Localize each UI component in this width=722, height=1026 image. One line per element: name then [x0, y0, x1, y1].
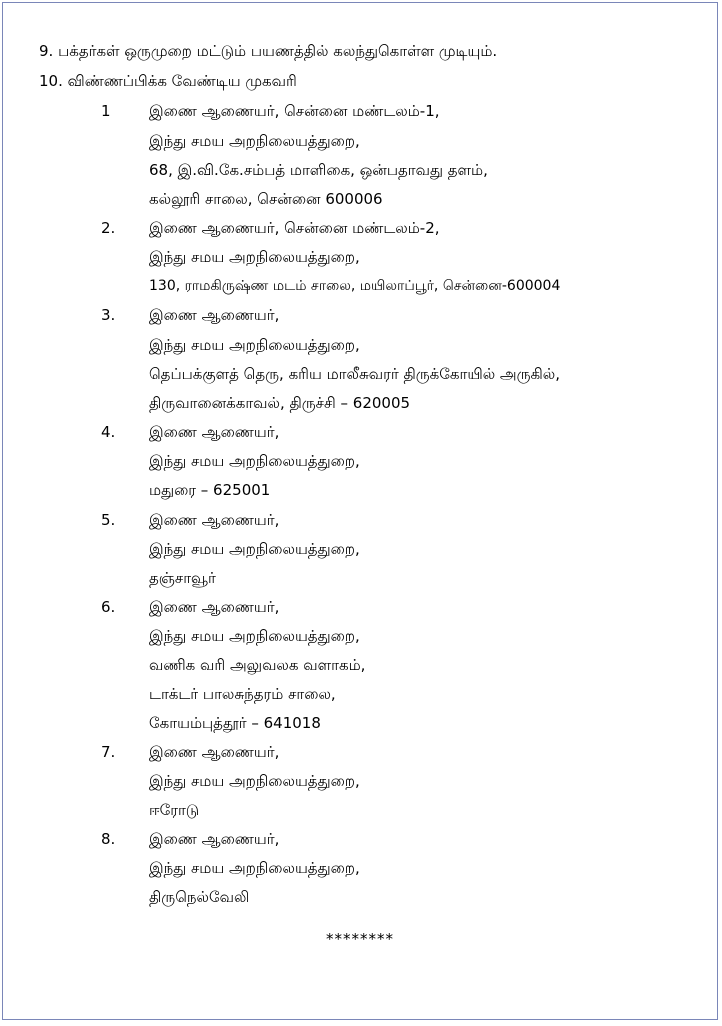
address-number: 7.: [101, 743, 116, 761]
address-line: ஈரோடு: [149, 801, 200, 819]
address-number: 6.: [101, 598, 116, 616]
address-line: இணை ஆணையர்,: [149, 830, 280, 848]
address-line: 130, ராமகிருஷ்ண மடம் சாலை, மயிலாப்பூர், சென்னை-600004: [149, 278, 561, 294]
address-line: இணை ஆணையர்,: [149, 511, 280, 529]
address-line: இந்து சமய அறநிலையத்துறை,: [149, 772, 360, 790]
address-line: வணிக வரி அலுவலக வளாகம்,: [149, 656, 366, 674]
address-line: இணை ஆணையர், சென்னை மண்டலம்-1,: [149, 102, 440, 120]
address-line: இந்து சமய அறநிலையத்துறை,: [149, 132, 360, 150]
address-line: இந்து சமய அறநிலையத்துறை,: [149, 859, 360, 877]
item-number: 9.: [39, 42, 54, 60]
address-line: 68, இ.வி.கே.சம்பத் மாளிகை, ஒன்பதாவது தளம்,: [149, 161, 488, 179]
address-number: 3.: [101, 306, 116, 324]
address-number: 1: [101, 102, 111, 120]
address-line: கல்லூரி சாலை, சென்னை 600006: [149, 190, 383, 208]
address-line: இணை ஆணையர்,: [149, 423, 280, 441]
address-number: 2.: [101, 219, 116, 237]
address-line: டாக்டர் பாலசுந்தரம் சாலை,: [149, 685, 336, 703]
address-line: திருநெல்வேலி: [149, 888, 250, 906]
item-text: பக்தர்கள் ஒருமுறை மட்டும் பயணத்தில் கலந்துகொள்ள முடியும்.: [58, 42, 498, 60]
address-number: 5.: [101, 511, 116, 529]
item-number: 10.: [39, 72, 63, 90]
address-line: திருவானைக்காவல், திருச்சி – 620005: [149, 394, 411, 412]
document-page: [2, 2, 718, 1020]
list-item-10: [39, 71, 297, 91]
address-line: இணை ஆணையர்,: [149, 743, 280, 761]
address-number: 8.: [101, 830, 116, 848]
address-line: தெப்பக்குளத் தெரு, கரிய மாலீசுவரர் திருக்கோயில் அருகில்,: [149, 365, 561, 383]
address-line: தஞ்சாவூர்: [149, 569, 216, 587]
list-item-9: [39, 41, 497, 61]
address-number: 4.: [101, 423, 116, 441]
address-line: இந்து சமய அறநிலையத்துறை,: [149, 452, 360, 470]
address-line: இந்து சமய அறநிலையத்துறை,: [149, 627, 360, 645]
address-line: மதுரை – 625001: [149, 481, 271, 499]
address-line: இந்து சமய அறநிலையத்துறை,: [149, 248, 360, 266]
address-line: இணை ஆணையர், சென்னை மண்டலம்-2,: [149, 219, 440, 237]
address-line: இந்து சமய அறநிலையத்துறை,: [149, 540, 360, 558]
address-line: இணை ஆணையர்,: [149, 306, 280, 324]
address-line: இந்து சமய அறநிலையத்துறை,: [149, 336, 360, 354]
address-line: இணை ஆணையர்,: [149, 598, 280, 616]
end-marker: ********: [326, 930, 394, 948]
address-line: கோயம்புத்தூர் – 641018: [149, 714, 321, 732]
item-text: விண்ணப்பிக்க வேண்டிய முகவரி: [67, 72, 297, 90]
